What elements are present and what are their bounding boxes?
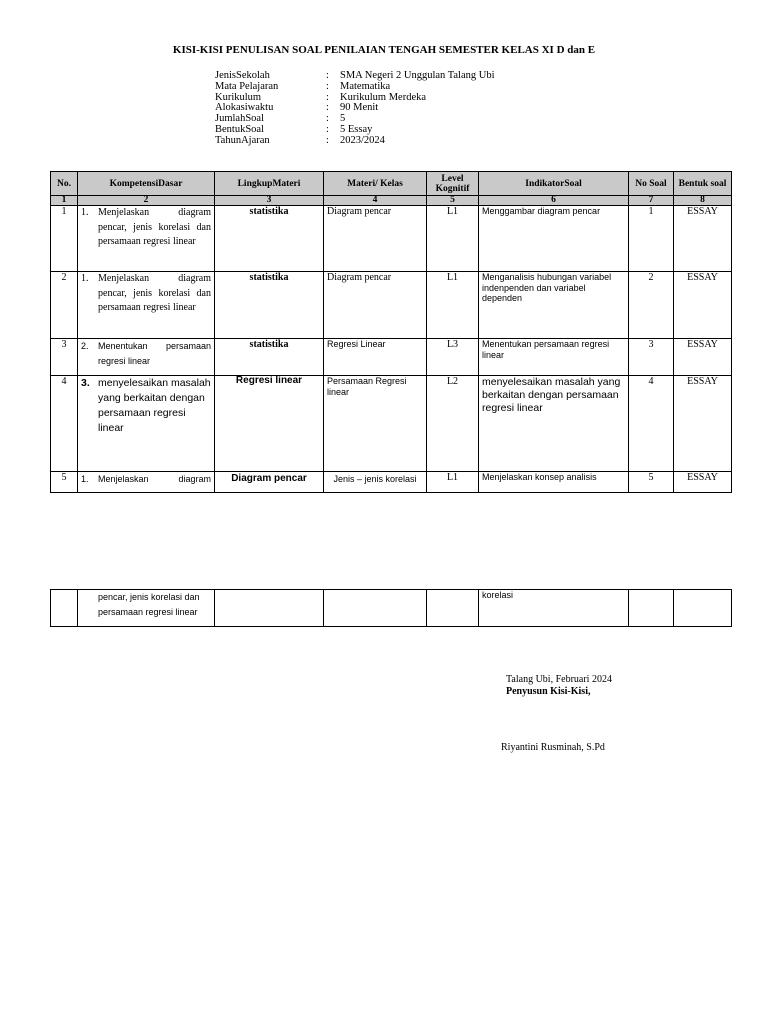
indikator-cell: korelasi [479, 590, 629, 627]
kompetensi-dasar-cell [78, 590, 215, 627]
kd-text: menyelesaikan masalah yang berkaitan dengan persamaan regresi linear [98, 377, 211, 434]
kd-number: 1. [81, 207, 89, 218]
table-header-row [51, 172, 732, 196]
kd-text: Menjelaskan diagram [98, 474, 211, 484]
kisi-kisi-table [50, 171, 732, 493]
no-soal-cell: 4 [629, 376, 674, 472]
col-number: 7 [629, 196, 674, 206]
info-value: Kurikulum Merdeka [340, 91, 427, 103]
column-number-row [51, 196, 732, 206]
lingkup-materi-cell: Regresi linear [215, 376, 324, 472]
table-row [51, 376, 732, 472]
kd-text: Menentukan persamaan regresi linear [98, 341, 211, 366]
no-soal-cell [629, 590, 674, 627]
kompetensi-dasar-cell [78, 272, 215, 339]
info-value: 5 [340, 113, 346, 125]
signature-place-date: Talang Ubi, Februari 2024 [506, 674, 612, 685]
materi-cell: Jenis – jenis korelasi [324, 472, 427, 493]
kompetensi-dasar-cell [78, 339, 215, 376]
indikator-cell: Menjelaskan konsep analisis [479, 472, 629, 493]
col-number: 2 [78, 196, 215, 206]
header-no-soal: No Soal [629, 172, 674, 196]
col-number: 8 [674, 196, 732, 206]
info-label: JenisSekolah [215, 70, 270, 81]
info-value: SMA Negeri 2 Unggulan Talang Ubi [340, 70, 495, 81]
materi-cell: Regresi Linear [324, 339, 427, 376]
row-number: 5 [51, 472, 78, 493]
info-label: TahunAjaran [215, 134, 270, 146]
kd-number: 1. [81, 474, 89, 484]
bentuk-soal-cell: ESSAY [674, 272, 732, 339]
lingkup-materi-cell: Diagram pencar [215, 472, 324, 493]
kd-text: Menjelaskan diagram pencar, jenis korelasi dan persamaan regresi linear [98, 207, 211, 247]
signature-role: Penyusun Kisi-Kisi, [506, 686, 591, 697]
info-colon: : [326, 102, 329, 114]
info-label: Mata Pelajaran [215, 80, 279, 92]
kd-number: 1. [81, 273, 89, 284]
no-soal-cell: 1 [629, 206, 674, 272]
indikator-cell: Menentukan persamaan regresi linear [479, 339, 629, 376]
kisi-kisi-table-continuation [50, 589, 732, 627]
kd-number: 2. [81, 341, 89, 351]
table-row [51, 272, 732, 339]
header-bentuk-soal: Bentuk soal [674, 172, 732, 196]
indikator-cell: Menganalisis hubungan variabel indenpenden dan variabel dependen [479, 272, 629, 339]
no-soal-cell: 5 [629, 472, 674, 493]
table-row [51, 339, 732, 376]
bentuk-soal-cell: ESSAY [674, 376, 732, 472]
col-number: 5 [427, 196, 479, 206]
indikator-cell: Menggambar diagram pencar [479, 206, 629, 272]
info-colon: : [326, 80, 329, 92]
materi-cell: Persamaan Regresi linear [324, 376, 427, 472]
info-value: 5 Essay [340, 123, 373, 135]
lingkup-materi-cell: statistika [215, 206, 324, 272]
col-number: 4 [324, 196, 427, 206]
no-soal-cell: 3 [629, 339, 674, 376]
table-row [51, 206, 732, 272]
info-colon: : [326, 123, 329, 135]
materi-cell [324, 590, 427, 627]
info-value: 90 Menit [340, 102, 379, 114]
materi-cell: Diagram pencar [324, 272, 427, 339]
level-cell: L2 [427, 376, 479, 472]
header-level-kognitif: Level Kognitif [427, 172, 479, 196]
info-row [215, 136, 495, 147]
level-cell [427, 590, 479, 627]
info-row [215, 82, 495, 93]
header-indikator-soal: IndikatorSoal [479, 172, 629, 196]
table-row [51, 590, 732, 627]
bentuk-soal-cell: ESSAY [674, 472, 732, 493]
info-colon: : [326, 134, 329, 146]
info-colon: : [326, 113, 329, 125]
info-value: Matematika [340, 80, 391, 92]
info-label: BentukSoal [215, 123, 264, 135]
bentuk-soal-cell: ESSAY [674, 339, 732, 376]
kompetensi-dasar-cell [78, 206, 215, 272]
level-cell: L1 [427, 472, 479, 493]
level-cell: L1 [427, 206, 479, 272]
indikator-cell: menyelesaikan masalah yang berkaitan dengan persamaan regresi linear [479, 376, 629, 472]
kd-text: Menjelaskan diagram pencar, jenis korelasi dan persamaan regresi linear [98, 273, 211, 313]
document-title: KISI-KISI PENULISAN SOAL PENILAIAN TENGAH SEMESTER KELAS XI D dan E [172, 44, 596, 56]
row-number [51, 590, 78, 627]
level-cell: L3 [427, 339, 479, 376]
bentuk-soal-cell: ESSAY [674, 206, 732, 272]
materi-cell: Diagram pencar [324, 206, 427, 272]
row-number: 3 [51, 339, 78, 376]
row-number: 2 [51, 272, 78, 339]
info-colon: : [326, 70, 329, 81]
info-colon: : [326, 91, 329, 103]
header-kompetensi-dasar: KompetensiDasar [78, 172, 215, 196]
signature-name: Riyantini Rusminah, S.Pd [501, 742, 605, 753]
header-no: No. [51, 172, 78, 196]
kd-text: pencar, jenis korelasi dan persamaan regresi linear [98, 592, 200, 617]
bentuk-soal-cell [674, 590, 732, 627]
identity-block [215, 71, 495, 147]
table-row [51, 472, 732, 493]
kompetensi-dasar-cell [78, 376, 215, 472]
info-label: Alokasiwaktu [215, 102, 274, 114]
col-number: 6 [479, 196, 629, 206]
kd-number: 3. [81, 377, 90, 389]
info-label: Kurikulum [215, 91, 262, 103]
info-label: JumlahSoal [215, 113, 264, 125]
header-lingkup-materi: LingkupMateri [215, 172, 324, 196]
level-cell: L1 [427, 272, 479, 339]
info-value: 2023/2024 [340, 134, 385, 146]
col-number: 1 [51, 196, 78, 206]
row-number: 1 [51, 206, 78, 272]
lingkup-materi-cell: statistika [215, 339, 324, 376]
col-number: 3 [215, 196, 324, 206]
header-materi-kelas: Materi/ Kelas [324, 172, 427, 196]
row-number: 4 [51, 376, 78, 472]
no-soal-cell: 2 [629, 272, 674, 339]
lingkup-materi-cell: statistika [215, 272, 324, 339]
kompetensi-dasar-cell [78, 472, 215, 493]
lingkup-materi-cell [215, 590, 324, 627]
